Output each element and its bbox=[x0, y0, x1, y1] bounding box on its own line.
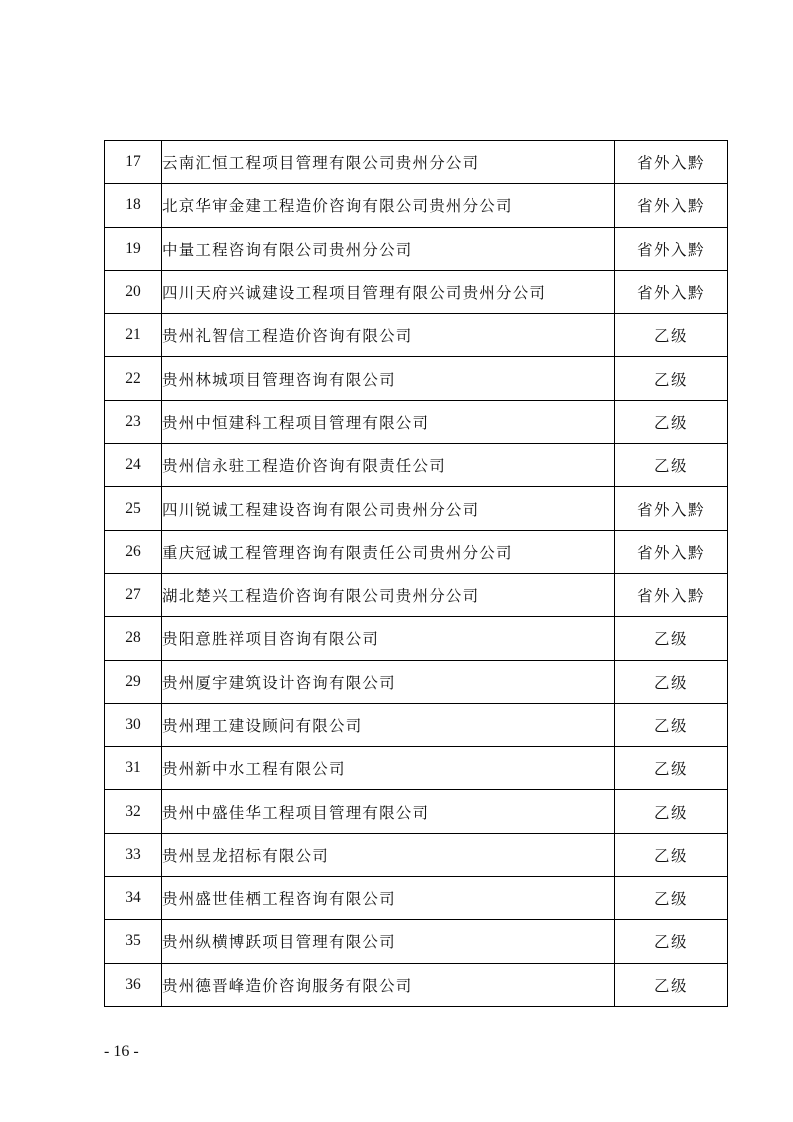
company-name: 贵州林城项目管理咨询有限公司 bbox=[162, 357, 615, 400]
company-name: 四川锐诚工程建设咨询有限公司贵州分公司 bbox=[162, 487, 615, 530]
row-number: 32 bbox=[105, 790, 162, 833]
table-row bbox=[105, 530, 728, 573]
row-number: 29 bbox=[105, 660, 162, 703]
table-row bbox=[105, 444, 728, 487]
qualification-level: 省外入黔 bbox=[615, 227, 728, 270]
table-row bbox=[105, 141, 728, 184]
qualification-level: 乙级 bbox=[615, 963, 728, 1006]
row-number: 23 bbox=[105, 400, 162, 443]
table-row bbox=[105, 703, 728, 746]
qualification-level: 乙级 bbox=[615, 314, 728, 357]
qualification-level: 乙级 bbox=[615, 617, 728, 660]
company-name: 云南汇恒工程项目管理有限公司贵州分公司 bbox=[162, 141, 615, 184]
table-row bbox=[105, 963, 728, 1006]
qualification-level: 乙级 bbox=[615, 703, 728, 746]
company-name: 贵州盛世佳栖工程咨询有限公司 bbox=[162, 877, 615, 920]
company-name: 贵州德晋峰造价咨询服务有限公司 bbox=[162, 963, 615, 1006]
qualification-level: 省外入黔 bbox=[615, 487, 728, 530]
company-name: 四川天府兴诚建设工程项目管理有限公司贵州分公司 bbox=[162, 270, 615, 313]
table-row bbox=[105, 573, 728, 616]
row-number: 19 bbox=[105, 227, 162, 270]
table-row bbox=[105, 227, 728, 270]
company-name: 北京华审金建工程造价咨询有限公司贵州分公司 bbox=[162, 184, 615, 227]
company-name: 贵州昱龙招标有限公司 bbox=[162, 833, 615, 876]
qualification-level: 乙级 bbox=[615, 920, 728, 963]
company-name: 贵州礼智信工程造价咨询有限公司 bbox=[162, 314, 615, 357]
company-name: 贵州厦宇建筑设计咨询有限公司 bbox=[162, 660, 615, 703]
row-number: 18 bbox=[105, 184, 162, 227]
table-row bbox=[105, 747, 728, 790]
company-name: 贵州新中水工程有限公司 bbox=[162, 747, 615, 790]
company-name: 贵州理工建设顾问有限公司 bbox=[162, 703, 615, 746]
qualification-level: 省外入黔 bbox=[615, 530, 728, 573]
qualification-level: 乙级 bbox=[615, 747, 728, 790]
qualification-level: 乙级 bbox=[615, 400, 728, 443]
company-name: 重庆冠诚工程管理咨询有限责任公司贵州分公司 bbox=[162, 530, 615, 573]
row-number: 36 bbox=[105, 963, 162, 1006]
qualification-level: 省外入黔 bbox=[615, 573, 728, 616]
row-number: 27 bbox=[105, 573, 162, 616]
table-row bbox=[105, 790, 728, 833]
row-number: 22 bbox=[105, 357, 162, 400]
company-table bbox=[104, 140, 728, 1007]
row-number: 25 bbox=[105, 487, 162, 530]
qualification-level: 省外入黔 bbox=[615, 141, 728, 184]
row-number: 31 bbox=[105, 747, 162, 790]
qualification-level: 省外入黔 bbox=[615, 184, 728, 227]
table-row bbox=[105, 487, 728, 530]
table-row bbox=[105, 920, 728, 963]
table-row bbox=[105, 617, 728, 660]
table-row bbox=[105, 270, 728, 313]
row-number: 24 bbox=[105, 444, 162, 487]
company-name: 贵州纵横博跃项目管理有限公司 bbox=[162, 920, 615, 963]
company-name: 湖北楚兴工程造价咨询有限公司贵州分公司 bbox=[162, 573, 615, 616]
table-row bbox=[105, 314, 728, 357]
row-number: 20 bbox=[105, 270, 162, 313]
page-number: - 16 - bbox=[104, 1043, 139, 1060]
company-name: 贵州中盛佳华工程项目管理有限公司 bbox=[162, 790, 615, 833]
row-number: 34 bbox=[105, 877, 162, 920]
row-number: 28 bbox=[105, 617, 162, 660]
qualification-level: 乙级 bbox=[615, 877, 728, 920]
table-row bbox=[105, 357, 728, 400]
company-name: 贵州中恒建科工程项目管理有限公司 bbox=[162, 400, 615, 443]
row-number: 26 bbox=[105, 530, 162, 573]
table-row bbox=[105, 877, 728, 920]
table-row bbox=[105, 833, 728, 876]
table-row bbox=[105, 184, 728, 227]
company-name: 中量工程咨询有限公司贵州分公司 bbox=[162, 227, 615, 270]
qualification-level: 乙级 bbox=[615, 660, 728, 703]
table-row bbox=[105, 660, 728, 703]
qualification-level: 乙级 bbox=[615, 357, 728, 400]
qualification-level: 乙级 bbox=[615, 833, 728, 876]
row-number: 30 bbox=[105, 703, 162, 746]
qualification-level: 乙级 bbox=[615, 790, 728, 833]
row-number: 33 bbox=[105, 833, 162, 876]
company-table-body bbox=[105, 141, 728, 1007]
row-number: 21 bbox=[105, 314, 162, 357]
row-number: 17 bbox=[105, 141, 162, 184]
row-number: 35 bbox=[105, 920, 162, 963]
company-name: 贵阳意胜祥项目咨询有限公司 bbox=[162, 617, 615, 660]
qualification-level: 乙级 bbox=[615, 444, 728, 487]
qualification-level: 省外入黔 bbox=[615, 270, 728, 313]
table-row bbox=[105, 400, 728, 443]
company-name: 贵州信永驻工程造价咨询有限责任公司 bbox=[162, 444, 615, 487]
